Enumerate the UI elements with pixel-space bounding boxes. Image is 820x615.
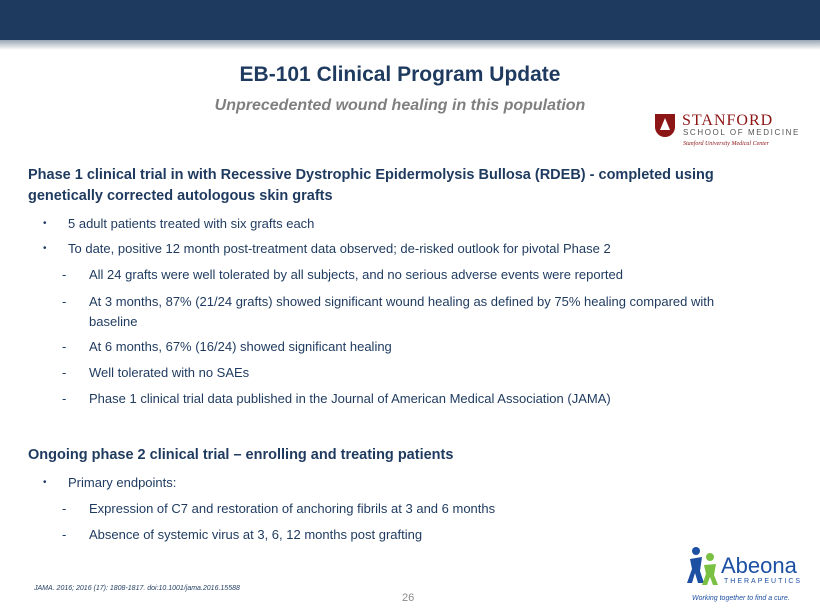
bullet-marker: • bbox=[43, 477, 47, 488]
subbullet-text: Phase 1 clinical trial data published in the Journal of American Medical Association (JAMA) bbox=[89, 391, 611, 406]
list-item bbox=[62, 266, 624, 284]
list-item bbox=[62, 500, 496, 518]
subbullet-text: baseline bbox=[89, 314, 138, 329]
abeona-logo bbox=[684, 545, 810, 605]
dash-marker: - bbox=[62, 339, 67, 354]
subbullet-text: Absence of systemic virus at 3, 6, 12 months post grafting bbox=[89, 527, 423, 542]
header-band bbox=[0, 0, 820, 40]
bullet-text: Primary endpoints: bbox=[68, 475, 177, 490]
list-item bbox=[62, 390, 611, 408]
bullet-text: 5 adult patients treated with six grafts each bbox=[68, 216, 315, 231]
stanford-seal-icon bbox=[655, 114, 675, 137]
list-item-continuation bbox=[89, 313, 137, 331]
dash-marker: - bbox=[62, 527, 67, 542]
dash-marker: - bbox=[62, 294, 67, 309]
dash-marker: - bbox=[62, 365, 67, 380]
subbullet-text: All 24 grafts were well tolerated by all subjects, and no serious adverse events were reported bbox=[89, 267, 624, 282]
list-item bbox=[43, 215, 315, 233]
list-item bbox=[62, 293, 715, 311]
section2-heading: Ongoing phase 2 clinical trial – enrolling and treating patients bbox=[28, 447, 454, 463]
subbullet-text: At 6 months, 67% (16/24) showed significant healing bbox=[89, 339, 392, 354]
header-band-shadow bbox=[0, 40, 820, 50]
stanford-name: STANFORD bbox=[682, 112, 774, 129]
list-item bbox=[62, 364, 250, 382]
list-item bbox=[43, 240, 611, 258]
people-figures-icon bbox=[684, 545, 724, 589]
subbullet-text: Expression of C7 and restoration of anchoring fibrils at 3 and 6 months bbox=[89, 501, 496, 516]
stanford-center: Stanford University Medical Center bbox=[683, 141, 769, 147]
bullet-marker: • bbox=[43, 243, 47, 254]
slide-subtitle: Unprecedented wound healing in this population bbox=[214, 97, 586, 114]
slide-title: EB-101 Clinical Program Update bbox=[239, 63, 561, 86]
bullet-text: To date, positive 12 month post-treatment data observed; de-risked outlook for pivotal Phase 2 bbox=[68, 241, 611, 256]
page-number: 26 bbox=[402, 592, 415, 604]
stanford-school: SCHOOL OF MEDICINE bbox=[683, 128, 800, 137]
abeona-sub: THERAPEUTICS bbox=[724, 578, 803, 585]
dash-marker: - bbox=[62, 391, 67, 406]
section1-heading bbox=[28, 165, 788, 207]
dash-marker: - bbox=[62, 267, 67, 282]
section1-heading-line1: Phase 1 clinical trial in with Recessive Dystrophic Epidermolysis Bullosa (RDEB) - completed using bbox=[28, 167, 714, 183]
list-item bbox=[62, 338, 392, 356]
footnote-citation: JAMA. 2016; 2016 (17): 1808-1817. doi:10.1001/jama.2016.15588 bbox=[34, 585, 240, 592]
abeona-tagline: Working together to find a cure. bbox=[692, 595, 790, 602]
dash-marker: - bbox=[62, 501, 67, 516]
section1-heading-line2: genetically corrected autologous skin grafts bbox=[28, 188, 333, 204]
list-item bbox=[62, 526, 423, 544]
subbullet-text: Well tolerated with no SAEs bbox=[89, 365, 250, 380]
bullet-marker: • bbox=[43, 218, 47, 229]
stanford-logo bbox=[655, 112, 800, 154]
subbullet-text: At 3 months, 87% (21/24 grafts) showed significant wound healing as defined by 75% healing compared with bbox=[89, 294, 715, 309]
list-item bbox=[43, 474, 177, 492]
abeona-name: Abeona bbox=[721, 553, 797, 578]
